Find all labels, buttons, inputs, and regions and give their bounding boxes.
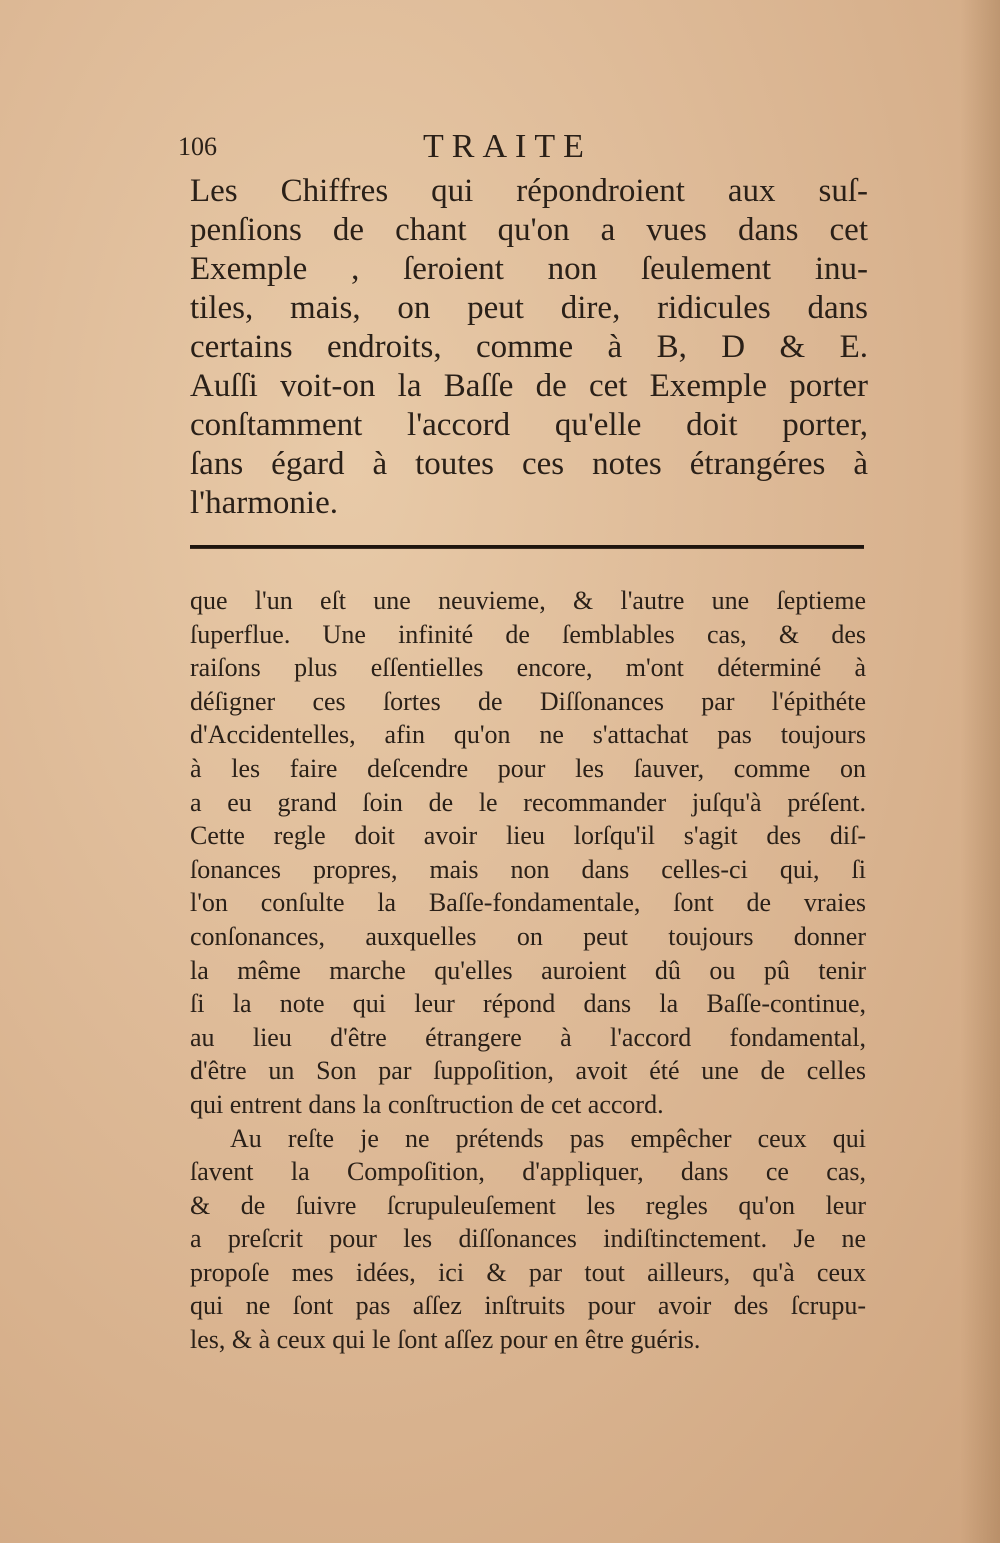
text-line: d'Accidentelles, afin qu'on ne s'attachat pas toujours [190,720,866,750]
text-line: certains endroits, comme à B, D & E. [190,329,868,365]
text-line: à les faire deſcendre pour les ſauver, comme on [190,753,866,783]
text-line: l'on conſulte la Baſſe-fondamentale, ſont de vraies [190,888,866,918]
text-line: ſonances propres, mais non dans celles-ci qui, ſi [190,854,866,884]
text-line: la même marche qu'elles auroient dû ou pû tenir [190,955,866,985]
text-line: propoſe mes idées, ici & par tout ailleurs, qu'à ceux [190,1257,866,1287]
text-line: & de ſuivre ſcrupuleuſement les regles qu'on leur [190,1190,866,1220]
section-divider-rule [190,545,864,549]
text-line: au lieu d'être étrangere à l'accord fondamental, [190,1022,866,1052]
page-number: 106 [178,132,217,161]
text-line: Auſſi voit-on la Baſſe de cet Exemple porter [190,368,868,404]
text-line: Cette regle doit avoir lieu lorſqu'il s'agit des diſ- [190,821,866,851]
text-line: penſions de chant qu'on a vues dans cet [190,212,868,248]
text-line: tiles, mais, on peut dire, ridicules dans [190,290,868,326]
page-edge-shadow [960,0,1000,1543]
text-line: a eu grand ſoin de le recommander juſqu'à préſent. [190,787,866,817]
text-line: Au reſte je ne prétends pas empêcher ceux qui [230,1123,866,1153]
text-line: ſavent la Compoſition, d'appliquer, dans ce cas, [190,1157,866,1187]
text-line: ſuperflue. Une infinité de ſemblables cas, & des [190,619,866,649]
text-line: d'être un Son par ſuppoſition, avoit été une de celles [190,1056,866,1086]
text-line: l'harmonie. [190,485,338,521]
text-line: ſi la note qui leur répond dans la Baſſe-continue, [190,989,866,1019]
text-line: Exemple , ſeroient non ſeulement inu- [190,251,868,287]
text-line: qui entrent dans la conſtruction de cet accord. [190,1089,664,1119]
lower-paragraph [190,584,866,1357]
text-line: a preſcrit pour les diſſonances indiſtinctement. Je ne [190,1224,866,1254]
text-line: Les Chiffres qui répondroient aux suſ- [190,173,868,209]
text-line: raiſons plus eſſentielles encore, m'ont déterminé à [190,653,866,683]
text-line: ſans égard à toutes ces notes étrangéres à [190,446,868,482]
page-header [178,128,878,178]
text-line: conſonances, auxquelles on peut toujours donner [190,921,866,951]
text-line: les, & à ceux qui le ſont aſſez pour en être guéris. [190,1325,701,1355]
running-title: TRAITE [423,128,592,165]
text-line: qui ne ſont pas aſſez inſtruits pour avoir des ſcrupu- [190,1291,866,1321]
upper-paragraph [190,172,868,523]
text-line: déſigner ces ſortes de Diſſonances par l'épithéte [190,686,866,716]
text-line: conſtamment l'accord qu'elle doit porter, [190,407,868,443]
text-line: que l'un eſt une neuvieme, & l'autre une ſeptieme [190,586,866,615]
